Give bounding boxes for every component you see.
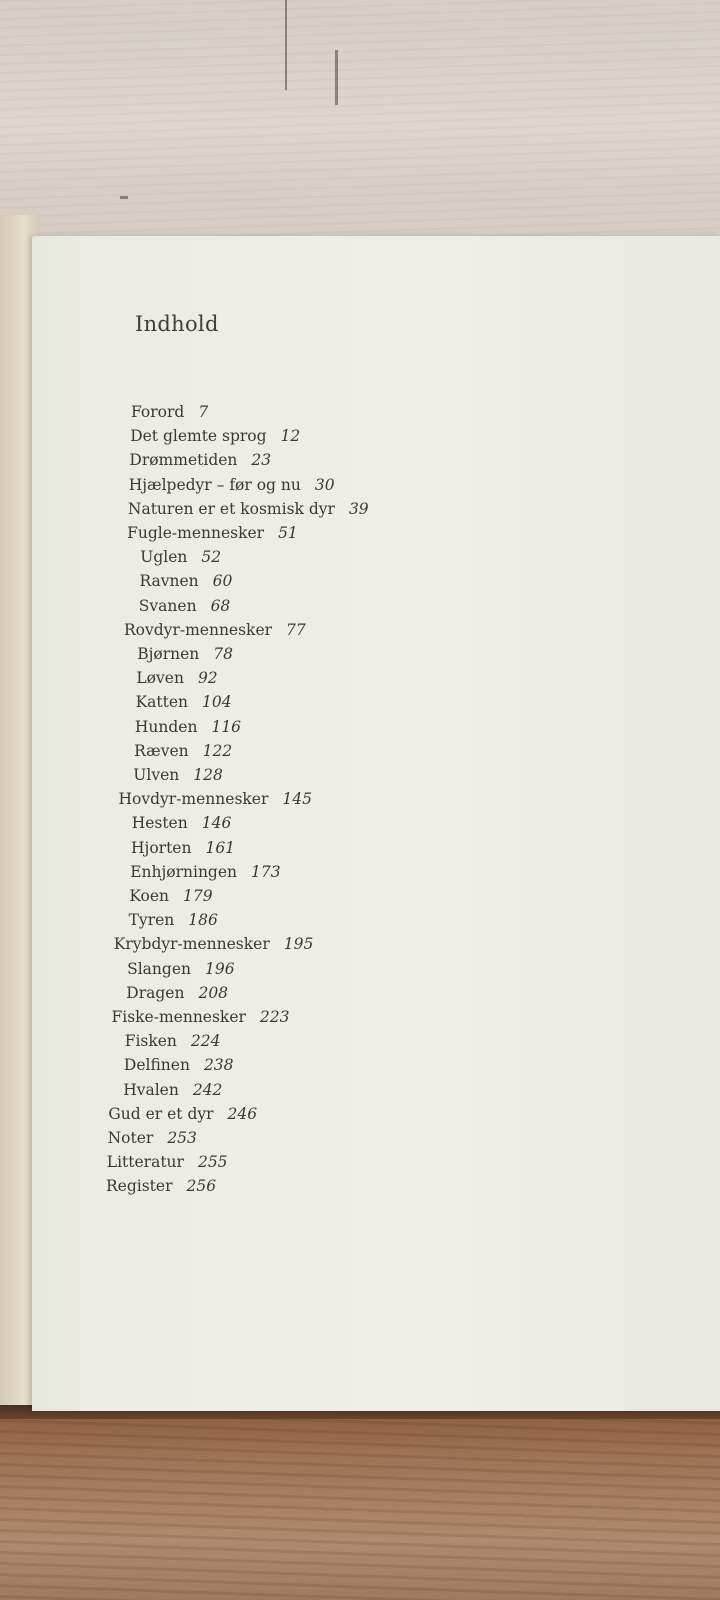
toc-entry-page-number: 52 — [201, 548, 222, 567]
toc-entry — [107, 1153, 228, 1171]
toc-entry-title: Løven — [136, 669, 184, 688]
toc-entry-page-number: 116 — [211, 717, 242, 736]
toc-entry-page-number: 253 — [167, 1129, 197, 1147]
toc-entry — [129, 476, 335, 494]
toc-entry-page-number: 195 — [283, 935, 314, 954]
table-scratch — [335, 50, 338, 105]
toc-entry — [114, 935, 314, 953]
toc-entry-page-number: 104 — [202, 693, 232, 712]
toc-entry — [131, 839, 235, 857]
toc-entry-page-number: 78 — [213, 645, 233, 663]
toc-entry-title: Bjørnen — [137, 645, 200, 663]
toc-entry-title: Det glemte sprog — [130, 427, 267, 446]
toc-entry-page-number: 208 — [198, 983, 229, 1002]
toc-entry — [123, 1081, 222, 1099]
toc-entry-title: Litteratur — [106, 1153, 184, 1172]
toc-entry-title: Koen — [129, 887, 170, 905]
toc-entry-title: Enhjørningen — [130, 862, 238, 881]
toc-entry-title: Dragen — [126, 983, 185, 1002]
toc-entry — [124, 621, 306, 639]
toc-entry-page-number: 7 — [198, 403, 209, 421]
toc-entry-title: Ræven — [134, 741, 189, 760]
toc-entry-page-number: 77 — [286, 620, 306, 639]
table-bottom — [0, 1400, 720, 1600]
toc-entry-page-number: 51 — [278, 524, 298, 542]
toc-entry — [130, 427, 300, 445]
toc-entry-page-number: 23 — [251, 451, 272, 470]
toc-entry-page-number: 255 — [197, 1153, 228, 1172]
toc-entry-title: Fiske-mennesker — [111, 1008, 246, 1026]
page-title: Indhold — [135, 312, 219, 336]
toc-entry-title: Register — [106, 1177, 173, 1196]
toc-entry-page-number: 246 — [227, 1104, 258, 1123]
toc-entry-title: Hovdyr-mennesker — [118, 790, 269, 809]
toc-entry-page-number: 128 — [193, 766, 223, 784]
toc-entry — [131, 403, 208, 421]
toc-entry-title: Noter — [107, 1129, 154, 1147]
toc-entry-title: Naturen er et kosmisk dyr — [127, 499, 335, 518]
toc-entry — [130, 863, 280, 881]
toc-entry-title: Hvalen — [123, 1080, 179, 1099]
toc-entry — [124, 1056, 234, 1074]
toc-entry — [137, 645, 233, 663]
toc-entry-title: Ulven — [133, 766, 180, 784]
toc-entry-title: Delfinen — [123, 1056, 190, 1075]
toc-entry-page-number: 39 — [348, 499, 369, 518]
toc-entry — [133, 766, 223, 784]
toc-entry — [126, 984, 228, 1002]
toc-entry-title: Hjælpedyr – før og nu — [128, 475, 301, 494]
toc-entry — [129, 451, 271, 469]
toc-entry-page-number: 60 — [212, 572, 233, 591]
toc-entry-title: Fugle-mennesker — [127, 524, 265, 542]
toc-entry — [125, 1032, 221, 1050]
toc-entry-title: Ravnen — [139, 572, 199, 591]
toc-entry — [134, 742, 232, 760]
toc-entry-title: Drømmetiden — [129, 451, 238, 470]
toc-entry-page-number: 146 — [201, 814, 232, 833]
toc-entry-page-number: 12 — [280, 427, 301, 446]
toc-entry-title: Slangen — [127, 959, 191, 978]
toc-entry-title: Svanen — [138, 596, 197, 615]
toc-entry — [140, 572, 233, 590]
toc-entry-title: Fisken — [124, 1032, 177, 1051]
toc-entry-page-number: 173 — [251, 862, 281, 881]
toc-entry — [132, 814, 232, 832]
toc-entry — [127, 960, 234, 978]
toc-entry — [135, 718, 241, 736]
toc-entry-title: Rovdyr-mennesker — [124, 620, 273, 639]
toc-entry — [108, 1105, 257, 1123]
toc-entry-page-number: 30 — [314, 475, 335, 494]
toc-entry-title: Tyren — [128, 911, 175, 930]
toc-entry-page-number: 179 — [183, 887, 213, 905]
toc-entry — [129, 887, 212, 905]
toc-entry-page-number: 238 — [203, 1056, 234, 1075]
table-top — [0, 0, 720, 250]
toc-entry — [136, 669, 217, 687]
toc-entry — [128, 500, 369, 518]
toc-entry — [140, 548, 221, 566]
toc-entry-title: Hesten — [131, 814, 188, 833]
toc-entry — [139, 597, 231, 615]
toc-entry-title: Hjorten — [131, 838, 192, 857]
toc-entry — [112, 1008, 290, 1026]
toc-entry-page-number: 196 — [204, 959, 235, 978]
toc-entry-page-number: 186 — [188, 911, 218, 930]
toc-entry-title: Hunden — [134, 717, 198, 736]
toc-entry — [136, 693, 232, 711]
toc-entry-page-number: 223 — [259, 1008, 290, 1026]
toc-entry-page-number: 122 — [202, 741, 233, 760]
toc-entry-title: Katten — [135, 693, 189, 712]
toc-entry — [119, 790, 312, 808]
toc-entry-title: Uglen — [140, 548, 188, 567]
toc-entry — [108, 1129, 197, 1147]
toc-entry-title: Krybdyr-mennesker — [113, 935, 270, 954]
toc-entry-page-number: 68 — [210, 596, 231, 615]
toc-entry-page-number: 224 — [190, 1032, 221, 1051]
toc-entry-page-number: 242 — [192, 1080, 223, 1099]
toc-entry-page-number: 256 — [186, 1177, 217, 1196]
toc-entry-title: Forord — [131, 403, 185, 421]
toc-entry-page-number: 92 — [197, 669, 218, 688]
toc-entry — [129, 911, 218, 929]
table-scratch — [120, 196, 128, 199]
table-scratch — [285, 0, 287, 90]
toc-entry-page-number: 161 — [205, 838, 236, 857]
toc-entry — [127, 524, 298, 542]
toc-entry-title: Gud er et dyr — [108, 1104, 214, 1123]
toc-entry-page-number: 145 — [282, 790, 312, 809]
toc-entry — [106, 1177, 216, 1195]
